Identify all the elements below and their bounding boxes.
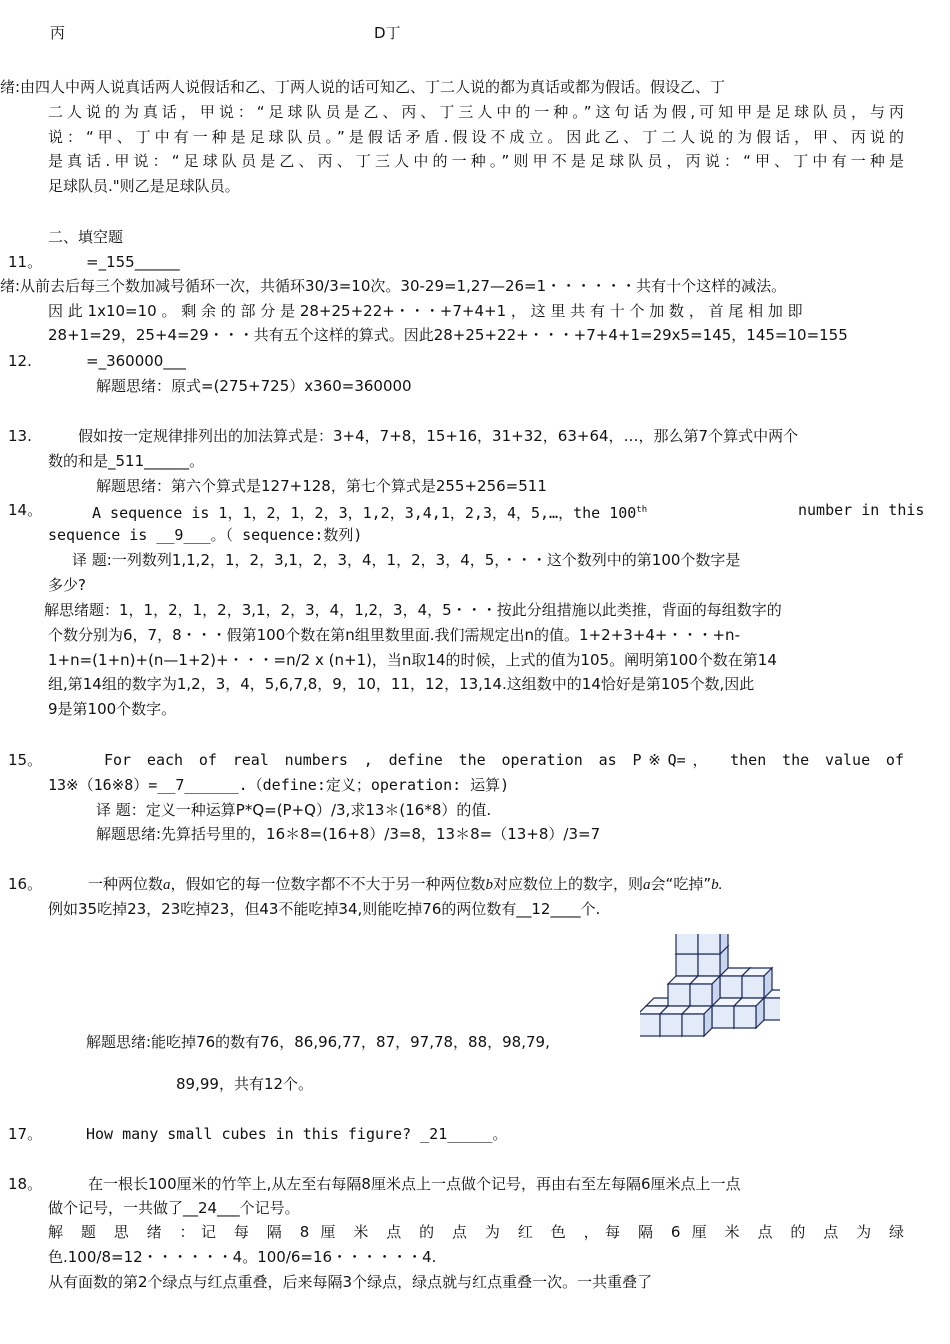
question-number: 14。: [8, 501, 43, 519]
cubes-figure: [640, 934, 780, 1038]
solution-line: 解题思绪:能吃掉76的数有76，86,96,77，87，97,78，88，98,79,: [86, 1033, 550, 1051]
question-text-en: 13※（16※8）=__7______.（define:定义；operation: 运算): [48, 776, 510, 794]
section-heading: 二、填空题: [48, 228, 124, 246]
question-text: 在一根长100厘米的竹竿上,从左至右每隔8厘米点上一点做个记号，再由右至左每隔6厘米点上一点: [88, 1175, 741, 1193]
option-c-text: 丙: [50, 24, 66, 42]
solution-line: 组,第14组的数字为1,2，3，4，5,6,7,8，9，10，11，12，13,14.这组数中的14恰好是第105个数,因此: [48, 675, 755, 693]
cube: [690, 976, 720, 1006]
q10-solution-line: 绪:由四人中两人说真话两人说假话和乙、丁两人说的话可知乙、丁二人说的都为真话或都为假话。假设乙、丁: [0, 78, 726, 96]
q10-solution-line: 足球队员."则乙是足球队员。: [48, 177, 240, 195]
question-number: 18。: [8, 1175, 43, 1193]
solution-line: 解 题 思 绪 ：记 每 隔 8 厘 米 点 的 点 为 红 色 ，每 隔 6 厘 米 点 的 点 为 绿: [48, 1223, 904, 1241]
solution-line: 解题思绪：第六个算式是127+128，第七个算式是255+256=511: [96, 477, 547, 495]
solution-line: 89,99，共有12个。: [176, 1075, 314, 1093]
question-text: 做个记号，一共做了__24___个记号。: [48, 1199, 300, 1217]
cube: [734, 998, 764, 1028]
question-text: 数的和是_511______。: [48, 452, 205, 470]
q10-solution-line: 二人说的为真话，甲说：“足球队员是乙、丙、丁三人中的一种。”这句话为假,可知甲是足球队员，与丙: [48, 103, 904, 121]
cube-stack: [640, 934, 780, 1036]
question-number: 13.: [8, 427, 32, 445]
cube: [698, 934, 728, 954]
cube: [742, 968, 772, 998]
question-text: 假如按一定规律排列出的加法算式是：3+4，7+8，15+16，31+32，63+64，…，那么第7个算式中两个: [78, 427, 799, 445]
question-text-en: How many small cubes in this figure? _21_____。: [86, 1125, 508, 1143]
solution-line: 色.100/8=12・・・・・・4。100/6=16・・・・・・4.: [48, 1248, 437, 1266]
question-text-en: For each of real numbers , define the operation as P※Q=， then the value of: [104, 751, 904, 769]
solution-line: 个数分别为6，7，8・・・假第100个数在第n组里数里面.我们需规定出n的值。1+2+3+4+・・・+n-: [48, 626, 740, 644]
solution-line: 解题思绪：原式=(275+725）x360=360000: [96, 377, 412, 395]
question-number: 15。: [8, 751, 43, 769]
translation: 译 题：定义一种运算P*Q=(P+Q）/3,求13＊(16*8）的值.: [96, 801, 492, 819]
question-text-en: number in this: [798, 501, 925, 519]
question-text-en: sequence is __9___。（ sequence:数列): [48, 526, 363, 544]
solution-line: 解思绪题：1，1，2，1，2，3,1，2，3，4，1,2，3，4，5・・・按此分组措施以此类推，背面的每组数字的: [44, 601, 782, 619]
question-text: 一种两位数a，假如它的每一位数字都不不大于另一种两位数b对应数位上的数字，则a会“吃掉”b.: [88, 875, 723, 893]
answer: =_360000___: [86, 352, 186, 370]
answer: =_155______: [86, 253, 180, 271]
question-number: 17。: [8, 1125, 43, 1143]
translation: 多少?: [48, 576, 86, 594]
solution-line: 解题思绪:先算括号里的，16＊8=(16+8）/3=8，13＊8=（13+8）/3=7: [96, 825, 601, 843]
solution-line: 从有面数的第2个绿点与红点重叠，后来每隔3个绿点，绿点就与红点重叠一次。一共重叠了: [48, 1273, 653, 1291]
cube: [682, 1006, 712, 1036]
question-text: 例如35吃掉23，23吃掉23，但43不能吃掉34,则能吃掉76的两位数有__12____个.: [48, 900, 601, 918]
solution-line: 绪:从前去后每三个数加减号循环一次，共循环30/3=10次。30-29=1,27—26=1・・・・・・共有十个这样的减法。: [0, 277, 787, 295]
q10-solution-line: 说：“甲、丁中有一种是足球队员。”是假话矛盾.假设不成立。因此乙、丁二人说的为假话，甲、丙说的: [48, 128, 904, 146]
solution-line: 因 此 1x10=10 。 剩 余 的 部 分 是 28+25+22+・・・+7+4+1 ， 这 里 共 有 十 个 加 数 ， 首 尾 相 加 即: [48, 302, 803, 320]
question-number: 11。: [8, 253, 43, 271]
option-d-text: D丁: [374, 24, 401, 42]
solution-line: 28+1=29，25+4=29・・・共有五个这样的算式。因此28+25+22+・・・+7+4+1=29x5=145，145=10=155: [48, 326, 848, 344]
question-number: 12.: [8, 352, 32, 370]
q10-solution-line: 是真话.甲说：“足球队员是乙、丙、丁三人中的一种。”则甲不是足球队员，丙说：“甲、丁中有一种是: [48, 152, 904, 170]
solution-line: 9是第100个数字。: [48, 700, 177, 718]
translation: 译 题:一列数列1,1,2，1，2，3,1，2，3，4，1，2，3，4，5，・・・这个数列中的第100个数字是: [72, 551, 741, 569]
question-text-en: A sequence is 1，1，2，1，2，3，1,2，3,4,1，2,3，4，5,…，the 100th: [92, 504, 648, 522]
question-number: 16。: [8, 875, 43, 893]
solution-line: 1+n=(1+n)+(n—1+2)+・・・=n/2 x (n+1)，当n取14的时候，上式的值为105。阐明第100个数在第14: [48, 651, 777, 669]
